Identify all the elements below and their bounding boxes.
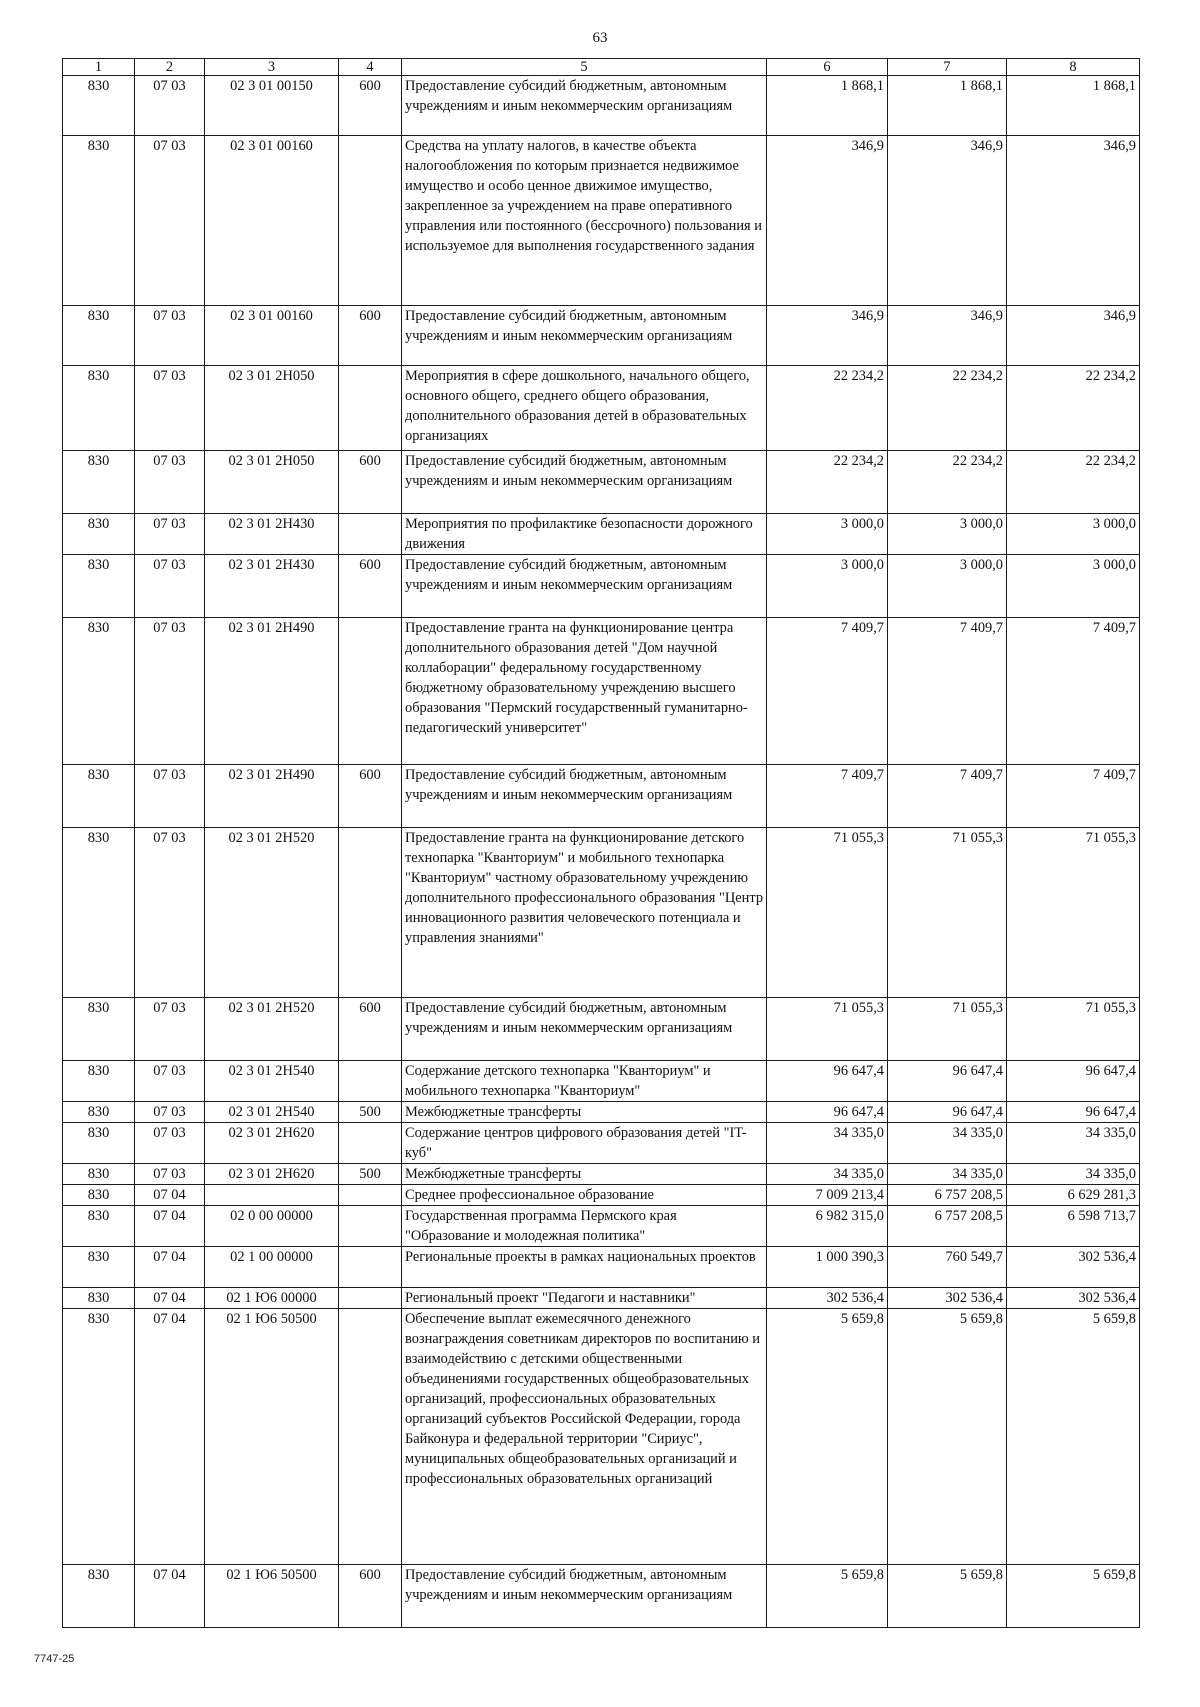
cell-ministry-code: 830 <box>63 514 135 555</box>
cell-amount-col7: 1 868,1 <box>888 76 1007 136</box>
cell-description: Содержание детского технопарка "Кванториум" и мобильного технопарка "Кванториум" <box>402 1061 767 1102</box>
cell-amount-col6: 1 000 390,3 <box>767 1247 888 1288</box>
cell-ministry-code: 830 <box>63 1185 135 1206</box>
cell-amount-col7: 22 234,2 <box>888 451 1007 514</box>
table-row <box>63 1061 1140 1102</box>
cell-amount-col8: 34 335,0 <box>1007 1164 1140 1185</box>
table-row <box>63 1164 1140 1185</box>
cell-amount-col8: 5 659,8 <box>1007 1309 1140 1565</box>
table-row <box>63 1247 1140 1288</box>
cell-ministry-code: 830 <box>63 1288 135 1309</box>
cell-ministry-code: 830 <box>63 765 135 828</box>
cell-section-code: 07 03 <box>135 1164 205 1185</box>
cell-section-code: 07 03 <box>135 76 205 136</box>
cell-description: Мероприятия в сфере дошкольного, начального общего, основного общего, среднего общего образования, дополнительного образования детей в образовательных организациях <box>402 366 767 451</box>
cell-description: Средства на уплату налогов, в качестве объекта налогообложения по которым признается недвижимое имущество и особо ценное движимое имущество, закрепленное за учреждением на праве оперативного управления или постоянного (бессрочного) пользования и используемое для выполнения государственного задания <box>402 136 767 306</box>
cell-amount-col7: 96 647,4 <box>888 1102 1007 1123</box>
cell-amount-col8: 22 234,2 <box>1007 451 1140 514</box>
cell-ministry-code: 830 <box>63 366 135 451</box>
cell-expense-type <box>339 1288 402 1309</box>
cell-ministry-code: 830 <box>63 555 135 618</box>
cell-amount-col8: 96 647,4 <box>1007 1102 1140 1123</box>
cell-amount-col7: 34 335,0 <box>888 1164 1007 1185</box>
column-header-6: 6 <box>767 59 888 76</box>
table-row <box>63 1206 1140 1247</box>
cell-section-code: 07 04 <box>135 1185 205 1206</box>
table-header <box>63 59 1140 76</box>
cell-section-code: 07 03 <box>135 1061 205 1102</box>
cell-ministry-code: 830 <box>63 1565 135 1628</box>
cell-amount-col7: 3 000,0 <box>888 514 1007 555</box>
cell-amount-col6: 346,9 <box>767 306 888 366</box>
cell-description: Предоставление субсидий бюджетным, автономным учреждениям и иным некоммерческим организациям <box>402 555 767 618</box>
cell-amount-col6: 22 234,2 <box>767 366 888 451</box>
cell-amount-col7: 71 055,3 <box>888 828 1007 998</box>
cell-amount-col8: 6 629 281,3 <box>1007 1185 1140 1206</box>
cell-expense-type: 600 <box>339 555 402 618</box>
cell-amount-col8: 346,9 <box>1007 136 1140 306</box>
cell-amount-col8: 34 335,0 <box>1007 1123 1140 1164</box>
table-row <box>63 514 1140 555</box>
column-header-8: 8 <box>1007 59 1140 76</box>
table-row <box>63 451 1140 514</box>
cell-description: Региональные проекты в рамках национальных проектов <box>402 1247 767 1288</box>
column-header-5: 5 <box>402 59 767 76</box>
cell-amount-col7: 7 409,7 <box>888 765 1007 828</box>
cell-description: Предоставление субсидий бюджетным, автономным учреждениям и иным некоммерческим организациям <box>402 765 767 828</box>
cell-amount-col8: 71 055,3 <box>1007 828 1140 998</box>
cell-amount-col6: 34 335,0 <box>767 1164 888 1185</box>
cell-amount-col7: 5 659,8 <box>888 1309 1007 1565</box>
cell-ministry-code: 830 <box>63 306 135 366</box>
cell-section-code: 07 03 <box>135 306 205 366</box>
cell-description: Предоставление субсидий бюджетным, автономным учреждениям и иным некоммерческим организациям <box>402 451 767 514</box>
cell-target-article: 02 3 01 00150 <box>205 76 339 136</box>
table-row <box>63 1102 1140 1123</box>
cell-amount-col8: 1 868,1 <box>1007 76 1140 136</box>
cell-ministry-code: 830 <box>63 618 135 765</box>
cell-expense-type <box>339 1206 402 1247</box>
table-row <box>63 1123 1140 1164</box>
cell-ministry-code: 830 <box>63 998 135 1061</box>
cell-ministry-code: 830 <box>63 136 135 306</box>
cell-amount-col6: 71 055,3 <box>767 828 888 998</box>
table-row <box>63 1565 1140 1628</box>
cell-ministry-code: 830 <box>63 1061 135 1102</box>
cell-ministry-code: 830 <box>63 451 135 514</box>
cell-description: Государственная программа Пермского края "Образование и молодежная политика" <box>402 1206 767 1247</box>
cell-amount-col6: 7 409,7 <box>767 765 888 828</box>
cell-ministry-code: 830 <box>63 1123 135 1164</box>
cell-description: Предоставление субсидий бюджетным, автономным учреждениям и иным некоммерческим организациям <box>402 76 767 136</box>
cell-target-article: 02 1 Ю6 50500 <box>205 1565 339 1628</box>
cell-section-code: 07 04 <box>135 1565 205 1628</box>
cell-expense-type <box>339 618 402 765</box>
cell-ministry-code: 830 <box>63 1102 135 1123</box>
cell-target-article: 02 3 01 2Н490 <box>205 618 339 765</box>
cell-section-code: 07 03 <box>135 618 205 765</box>
cell-description: Обеспечение выплат ежемесячного денежного вознаграждения советникам директоров по воспитанию и взаимодействию с детскими общественными объединениями государственных общеобразовательных организаций, профессиональных образовательных организаций субъектов Российской Федерации, города Байконура и федеральной территории "Сириус", муниципальных общеобразовательных организаций и профессиональных образовательных организаций <box>402 1309 767 1565</box>
cell-expense-type <box>339 1185 402 1206</box>
cell-target-article: 02 3 01 2Н620 <box>205 1164 339 1185</box>
cell-section-code: 07 03 <box>135 765 205 828</box>
cell-target-article: 02 1 00 00000 <box>205 1247 339 1288</box>
cell-ministry-code: 830 <box>63 1309 135 1565</box>
cell-amount-col8: 5 659,8 <box>1007 1565 1140 1628</box>
cell-amount-col6: 5 659,8 <box>767 1309 888 1565</box>
cell-description: Содержание центров цифрового образования детей "IT-куб" <box>402 1123 767 1164</box>
cell-section-code: 07 04 <box>135 1309 205 1565</box>
cell-description: Предоставление гранта на функционирование детского технопарка "Кванториум" и мобильного технопарка "Кванториум" частному образовательному учреждению дополнительного профессионального образования "Центр инновационного развития человеческого потенциала и управления знаниями" <box>402 828 767 998</box>
cell-expense-type: 500 <box>339 1164 402 1185</box>
cell-description: Межбюджетные трансферты <box>402 1164 767 1185</box>
cell-section-code: 07 03 <box>135 366 205 451</box>
table-row <box>63 366 1140 451</box>
cell-expense-type: 600 <box>339 306 402 366</box>
cell-amount-col7: 3 000,0 <box>888 555 1007 618</box>
cell-amount-col6: 6 982 315,0 <box>767 1206 888 1247</box>
cell-expense-type <box>339 828 402 998</box>
cell-amount-col7: 346,9 <box>888 306 1007 366</box>
cell-expense-type <box>339 1309 402 1565</box>
cell-amount-col7: 71 055,3 <box>888 998 1007 1061</box>
cell-amount-col6: 96 647,4 <box>767 1061 888 1102</box>
cell-amount-col8: 302 536,4 <box>1007 1247 1140 1288</box>
table-row <box>63 828 1140 998</box>
cell-target-article: 02 3 01 2Н050 <box>205 366 339 451</box>
cell-amount-col7: 96 647,4 <box>888 1061 1007 1102</box>
cell-amount-col8: 22 234,2 <box>1007 366 1140 451</box>
cell-amount-col6: 5 659,8 <box>767 1565 888 1628</box>
cell-target-article: 02 3 01 2Н430 <box>205 514 339 555</box>
cell-expense-type: 600 <box>339 1565 402 1628</box>
cell-amount-col7: 302 536,4 <box>888 1288 1007 1309</box>
cell-amount-col8: 7 409,7 <box>1007 618 1140 765</box>
header-row <box>63 59 1140 76</box>
cell-target-article: 02 3 01 00160 <box>205 136 339 306</box>
cell-amount-col7: 346,9 <box>888 136 1007 306</box>
cell-section-code: 07 03 <box>135 1102 205 1123</box>
cell-section-code: 07 03 <box>135 555 205 618</box>
table-row <box>63 136 1140 306</box>
cell-description: Предоставление субсидий бюджетным, автономным учреждениям и иным некоммерческим организациям <box>402 1565 767 1628</box>
cell-amount-col8: 346,9 <box>1007 306 1140 366</box>
cell-target-article <box>205 1185 339 1206</box>
cell-amount-col8: 3 000,0 <box>1007 555 1140 618</box>
cell-description: Мероприятия по профилактике безопасности дорожного движения <box>402 514 767 555</box>
cell-target-article: 02 1 Ю6 50500 <box>205 1309 339 1565</box>
cell-amount-col6: 7 409,7 <box>767 618 888 765</box>
column-header-7: 7 <box>888 59 1007 76</box>
table-row <box>63 1309 1140 1565</box>
cell-target-article: 02 3 01 2Н520 <box>205 828 339 998</box>
cell-amount-col6: 96 647,4 <box>767 1102 888 1123</box>
cell-amount-col6: 7 009 213,4 <box>767 1185 888 1206</box>
cell-amount-col8: 96 647,4 <box>1007 1061 1140 1102</box>
budget-table <box>62 58 1140 1628</box>
cell-expense-type: 600 <box>339 76 402 136</box>
cell-amount-col8: 71 055,3 <box>1007 998 1140 1061</box>
cell-description: Предоставление субсидий бюджетным, автономным учреждениям и иным некоммерческим организациям <box>402 998 767 1061</box>
cell-amount-col6: 34 335,0 <box>767 1123 888 1164</box>
cell-amount-col7: 760 549,7 <box>888 1247 1007 1288</box>
cell-amount-col8: 6 598 713,7 <box>1007 1206 1140 1247</box>
cell-section-code: 07 03 <box>135 136 205 306</box>
table-row <box>63 306 1140 366</box>
cell-amount-col7: 34 335,0 <box>888 1123 1007 1164</box>
cell-ministry-code: 830 <box>63 828 135 998</box>
cell-target-article: 02 0 00 00000 <box>205 1206 339 1247</box>
cell-expense-type <box>339 1061 402 1102</box>
cell-target-article: 02 1 Ю6 00000 <box>205 1288 339 1309</box>
cell-description: Предоставление субсидий бюджетным, автономным учреждениям и иным некоммерческим организациям <box>402 306 767 366</box>
cell-expense-type: 600 <box>339 765 402 828</box>
cell-amount-col8: 7 409,7 <box>1007 765 1140 828</box>
cell-target-article: 02 3 01 2Н490 <box>205 765 339 828</box>
cell-amount-col6: 22 234,2 <box>767 451 888 514</box>
cell-target-article: 02 3 01 00160 <box>205 306 339 366</box>
cell-section-code: 07 03 <box>135 451 205 514</box>
cell-amount-col7: 22 234,2 <box>888 366 1007 451</box>
cell-target-article: 02 3 01 2Н540 <box>205 1102 339 1123</box>
table-row <box>63 1288 1140 1309</box>
cell-section-code: 07 03 <box>135 998 205 1061</box>
cell-amount-col7: 6 757 208,5 <box>888 1206 1007 1247</box>
column-header-4: 4 <box>339 59 402 76</box>
cell-expense-type: 600 <box>339 451 402 514</box>
cell-target-article: 02 3 01 2Н620 <box>205 1123 339 1164</box>
cell-description: Среднее профессиональное образование <box>402 1185 767 1206</box>
document-code: 7747-25 <box>34 1653 75 1665</box>
table-row <box>63 618 1140 765</box>
table-row <box>63 765 1140 828</box>
column-header-3: 3 <box>205 59 339 76</box>
cell-amount-col6: 3 000,0 <box>767 555 888 618</box>
table-body <box>63 76 1140 1628</box>
cell-amount-col6: 302 536,4 <box>767 1288 888 1309</box>
cell-section-code: 07 03 <box>135 1123 205 1164</box>
cell-expense-type <box>339 514 402 555</box>
cell-ministry-code: 830 <box>63 1164 135 1185</box>
column-header-1: 1 <box>63 59 135 76</box>
cell-expense-type <box>339 366 402 451</box>
cell-amount-col7: 5 659,8 <box>888 1565 1007 1628</box>
cell-section-code: 07 04 <box>135 1288 205 1309</box>
cell-target-article: 02 3 01 2Н430 <box>205 555 339 618</box>
cell-section-code: 07 04 <box>135 1247 205 1288</box>
cell-amount-col7: 7 409,7 <box>888 618 1007 765</box>
cell-expense-type: 600 <box>339 998 402 1061</box>
table-row <box>63 555 1140 618</box>
column-header-2: 2 <box>135 59 205 76</box>
cell-section-code: 07 04 <box>135 1206 205 1247</box>
table-row <box>63 76 1140 136</box>
page-number: 63 <box>592 30 608 46</box>
cell-description: Региональный проект "Педагоги и наставники" <box>402 1288 767 1309</box>
cell-ministry-code: 830 <box>63 1206 135 1247</box>
cell-expense-type: 500 <box>339 1102 402 1123</box>
cell-amount-col8: 3 000,0 <box>1007 514 1140 555</box>
cell-section-code: 07 03 <box>135 514 205 555</box>
cell-target-article: 02 3 01 2Н540 <box>205 1061 339 1102</box>
cell-amount-col6: 71 055,3 <box>767 998 888 1061</box>
cell-amount-col6: 346,9 <box>767 136 888 306</box>
cell-amount-col6: 1 868,1 <box>767 76 888 136</box>
cell-expense-type <box>339 1123 402 1164</box>
cell-ministry-code: 830 <box>63 1247 135 1288</box>
table-row <box>63 1185 1140 1206</box>
table-row <box>63 998 1140 1061</box>
cell-section-code: 07 03 <box>135 828 205 998</box>
cell-ministry-code: 830 <box>63 76 135 136</box>
cell-amount-col8: 302 536,4 <box>1007 1288 1140 1309</box>
cell-amount-col6: 3 000,0 <box>767 514 888 555</box>
cell-target-article: 02 3 01 2Н050 <box>205 451 339 514</box>
cell-target-article: 02 3 01 2Н520 <box>205 998 339 1061</box>
cell-description: Межбюджетные трансферты <box>402 1102 767 1123</box>
cell-expense-type <box>339 136 402 306</box>
cell-amount-col7: 6 757 208,5 <box>888 1185 1007 1206</box>
cell-description: Предоставление гранта на функционирование центра дополнительного образования детей "Дом научной коллаборации" федеральному государственному бюджетному образовательному учреждению высшего образования "Пермский государственный гуманитарно-педагогический университет" <box>402 618 767 765</box>
cell-expense-type <box>339 1247 402 1288</box>
